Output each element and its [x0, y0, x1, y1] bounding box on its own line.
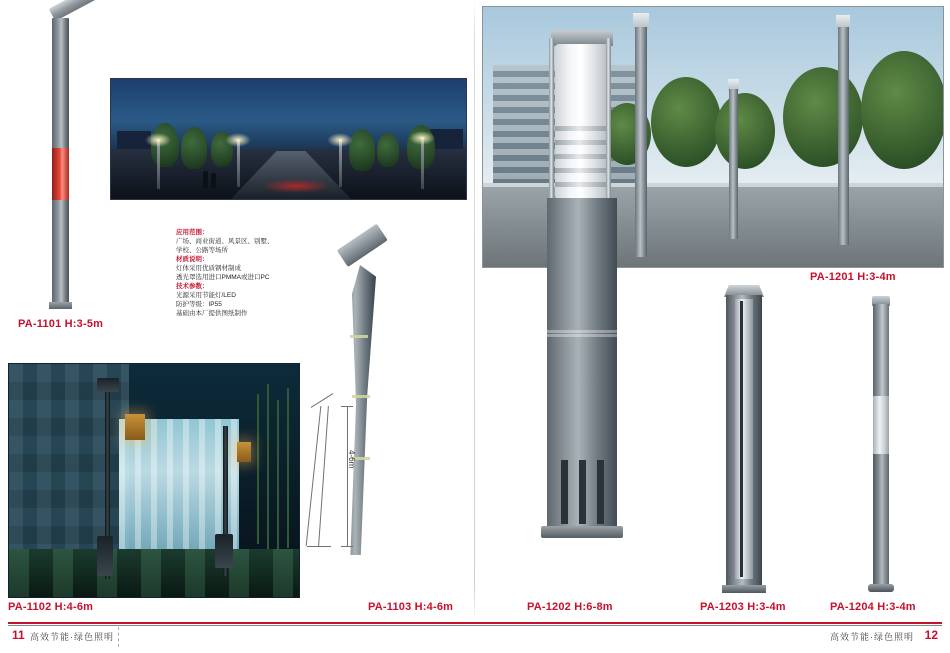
- tree: [715, 93, 775, 169]
- caption-pa-1101: PA-1101 H:3-5m: [18, 318, 104, 330]
- vent-slot: [579, 460, 586, 524]
- lamp-pole: [729, 89, 738, 239]
- base-plate: [868, 584, 894, 592]
- bamboo-stalk: [267, 384, 269, 549]
- caption-pa-1202: PA-1202 H:6-8m: [527, 601, 613, 613]
- pole-lower: [873, 454, 889, 586]
- diffuser-fin: [555, 154, 609, 159]
- caption-pa-1201: PA-1201 H:3-4m: [810, 271, 896, 283]
- bamboo-stalk: [277, 400, 279, 550]
- tree: [861, 51, 944, 169]
- lamp-pole: [635, 27, 647, 257]
- plaza-floor-pattern: [9, 549, 299, 597]
- tree: [349, 129, 375, 171]
- vent-slot: [597, 460, 604, 524]
- lamp-head: [337, 224, 388, 267]
- drawing-outline: [318, 406, 329, 546]
- light-diffuser: [555, 44, 609, 199]
- caption-pa-1204: PA-1204 H:3-4m: [830, 601, 916, 613]
- bamboo-stalk: [257, 394, 259, 544]
- page-gutter: [474, 0, 475, 622]
- lamp-head: [97, 378, 119, 392]
- body-groove: [547, 330, 617, 333]
- pedestrian: [211, 173, 216, 188]
- product-image-pa-1202: [525, 30, 635, 595]
- footer-rule-secondary: [8, 625, 942, 626]
- footer-rule: [8, 622, 942, 624]
- spec-section-title: 应用范围：: [176, 229, 209, 236]
- pole-upper: [873, 304, 889, 399]
- tree: [181, 127, 207, 169]
- spec-line: 透光罩选用进口PMMA或进口PC: [176, 274, 270, 281]
- spec-line: 学校、公路等场所: [176, 247, 228, 254]
- product-image-pa-1203: [716, 285, 776, 595]
- spec-line: 灯体采用优质钢材制成: [176, 265, 241, 272]
- drawing-base: [307, 546, 331, 547]
- facade-wall-texture: [9, 364, 129, 554]
- spec-section-title: 技术参数：: [176, 283, 209, 290]
- page-number-left: 11: [12, 628, 25, 642]
- dimension-tick: [341, 546, 353, 547]
- footer-divider: [118, 627, 120, 647]
- light-strip: [350, 335, 368, 338]
- lamp-pole: [838, 27, 849, 245]
- specification-block: [176, 228, 306, 318]
- dimension-tick: [341, 406, 353, 407]
- pedestrian: [203, 171, 208, 188]
- caption-pa-1203: PA-1203 H:3-4m: [700, 601, 786, 613]
- light-strip: [352, 395, 370, 398]
- lamp-glow: [145, 133, 171, 147]
- tree: [783, 67, 863, 167]
- light-slit: [740, 301, 743, 577]
- vent-slot: [561, 460, 568, 524]
- base-plate: [541, 526, 623, 538]
- caption-pa-1102: PA-1102 H:4-6m: [8, 601, 94, 613]
- illuminated-lantern: [237, 442, 251, 462]
- base-plate: [722, 585, 766, 593]
- pole-box: [97, 536, 113, 576]
- spec-line: 光源采用节能灯/LED: [176, 292, 236, 299]
- caption-pa-1103: PA-1103 H:4-6m: [368, 601, 454, 613]
- diffuser-fin: [555, 140, 609, 145]
- pole-box: [215, 534, 233, 568]
- product-image-pa-1204: [862, 296, 902, 596]
- diffuser-fin: [555, 126, 609, 131]
- page-number-right: 12: [924, 628, 938, 642]
- flower-bed: [261, 179, 331, 193]
- spec-line: 防护等级：IP55: [176, 301, 222, 308]
- side-rail: [606, 38, 611, 203]
- footer-tagline-left: 高效节能·绿色照明: [30, 632, 114, 642]
- technical-drawing-pa-1103: [305, 400, 375, 560]
- diffuser-fin: [555, 182, 609, 187]
- pole-base: [49, 302, 72, 309]
- lamp-glow: [409, 131, 435, 145]
- product-image-pa-1101: [38, 8, 98, 308]
- building-facade-night-image: [8, 363, 300, 598]
- spec-line: 广场、商业街道、风景区、别墅、: [176, 238, 274, 245]
- pole-accent-band: [52, 148, 69, 200]
- footer-tagline-right: 高效节能·绿色照明: [830, 632, 914, 642]
- light-panel: [873, 396, 889, 456]
- dimension-line: [347, 406, 348, 546]
- light-panel: [735, 299, 753, 579]
- night-street-render-image: [110, 78, 467, 200]
- tree: [377, 133, 399, 167]
- spec-section-title: 材质说明：: [176, 256, 209, 263]
- diffuser-fin: [555, 168, 609, 173]
- dimension-label: 4-6m: [347, 450, 356, 469]
- body-groove: [547, 334, 617, 337]
- illuminated-lantern: [125, 414, 145, 440]
- side-rail: [549, 38, 554, 203]
- tree: [651, 77, 721, 167]
- lamp-glow: [327, 133, 353, 147]
- bamboo-stalk: [287, 388, 289, 548]
- page-footer: [0, 622, 950, 653]
- spec-line: 基础由本厂提供图纸制作: [176, 310, 248, 317]
- lamp-glow: [225, 133, 251, 147]
